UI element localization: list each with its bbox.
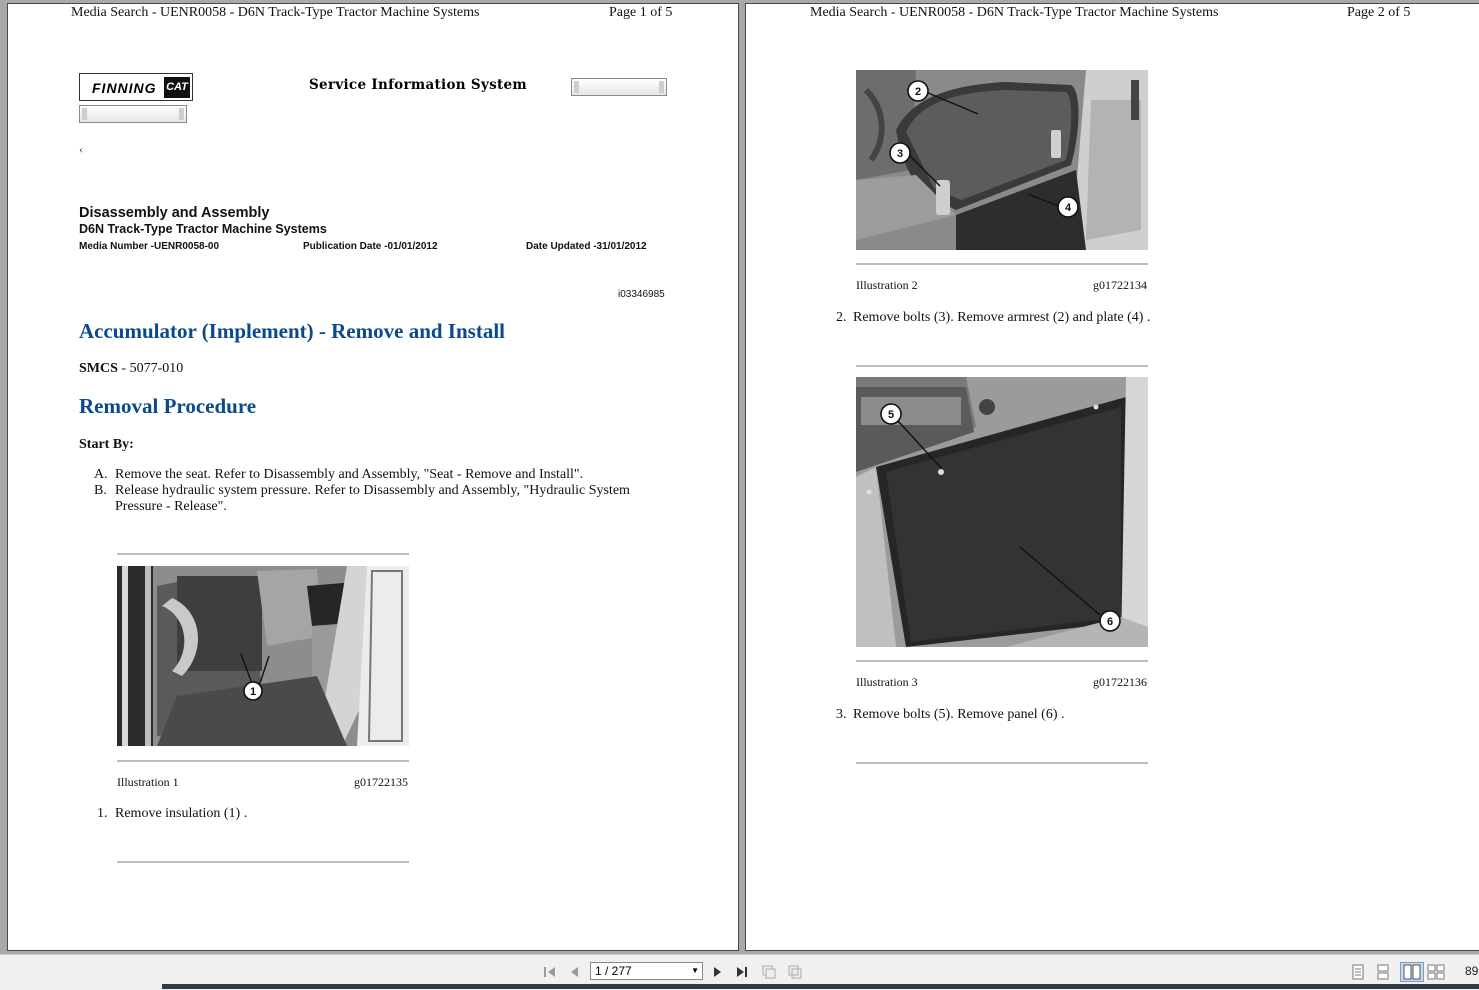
pdf-page-2 [745,3,1479,951]
two-page-continuous-icon[interactable] [1427,963,1445,981]
callout-6: 6 [1106,616,1114,628]
step-3-marker: 3. [836,707,847,722]
previous-page-icon[interactable] [566,963,584,981]
page-number: Page 2 of 5 [1347,5,1411,20]
step-1-text: Remove insulation (1) . [115,806,248,821]
single-page-view-icon[interactable] [1349,963,1367,981]
callout-1: 1 [249,686,257,698]
illustration-3-label: Illustration 3 [856,675,918,689]
next-page-icon[interactable] [708,963,726,981]
callout-5: 5 [887,409,895,421]
illustration-3-code: g01722136 [1093,675,1147,689]
step-1-marker: 1. [97,806,108,821]
page-header-title: Media Search - UENR0058 - D6N Track-Type Tractor Machine Systems [71,5,480,20]
illustration-1-label: Illustration 1 [117,775,179,789]
divider [856,660,1148,662]
illustration-2-label: Illustration 2 [856,278,918,292]
zoom-level[interactable]: 89 [1465,964,1479,978]
divider [117,553,409,555]
callout-4: 4 [1064,202,1072,214]
callout-3: 3 [896,148,904,160]
divider [117,861,409,863]
date-updated: Date Updated -31/01/2012 [526,241,647,252]
sis-input-right[interactable] [571,78,667,96]
pdf-page-1 [7,3,739,951]
divider [117,760,409,762]
illustration-2-image [856,70,1148,250]
illustration-1-code: g01722135 [354,775,408,789]
back-arrow-icon[interactable]: ‹ [79,142,83,156]
step-b-text: Release hydraulic system pressure. Refer to Disassembly and Assembly, "Hydraulic System [115,483,630,498]
first-page-icon[interactable] [541,963,559,981]
sis-input-left[interactable] [79,105,187,123]
callout-2: 2 [914,86,922,98]
doc-subtitle: D6N Track-Type Tractor Machine Systems [79,222,327,236]
doc-id: i03346985 [618,289,665,300]
divider [856,365,1148,367]
doc-title: Disassembly and Assembly [79,205,270,221]
paste-page-icon[interactable] [786,963,804,981]
media-number: Media Number -UENR0058-00 [79,241,220,252]
step-3-text: Remove bolts (5). Remove panel (6) . [853,707,1065,722]
step-a-marker: A. [94,467,108,482]
last-page-icon[interactable] [733,963,751,981]
step-b-marker: B. [94,483,107,498]
chevron-down-icon[interactable]: ▼ [691,966,699,975]
taskbar-strip [162,984,1479,989]
step-a-text: Remove the seat. Refer to Disassembly and Assembly, "Seat - Remove and Install". [115,467,584,482]
illustration-3-image [856,377,1148,647]
start-by-label: Start By: [79,437,134,452]
illustration-2-code: g01722134 [1093,278,1147,292]
copy-page-icon[interactable] [760,963,778,981]
step-b-text-cont: Pressure - Release". [115,499,227,514]
removal-heading: Removal Procedure [79,394,257,418]
procedure-heading: Accumulator (Implement) - Remove and Install [79,319,505,343]
divider [856,762,1148,764]
page-number-input[interactable]: 1 / 277 ▼ [590,962,703,980]
two-page-view-icon[interactable] [1400,962,1424,982]
publication-date: Publication Date -01/01/2012 [303,241,438,252]
step-2-marker: 2. [836,310,847,325]
continuous-view-icon[interactable] [1374,963,1392,981]
illustration-1-image [117,566,409,746]
step-2-text: Remove bolts (3). Remove armrest (2) and plate (4) . [853,310,1151,325]
page-number: Page 1 of 5 [609,5,673,20]
page-header-title: Media Search - UENR0058 - D6N Track-Type Tractor Machine Systems [810,5,1219,20]
sis-title: Service Information System [309,77,528,93]
finning-cat-logo: FINNING CAT [79,73,193,101]
smcs-line: SMCS - 5077-010 [79,361,184,376]
divider [856,263,1148,265]
